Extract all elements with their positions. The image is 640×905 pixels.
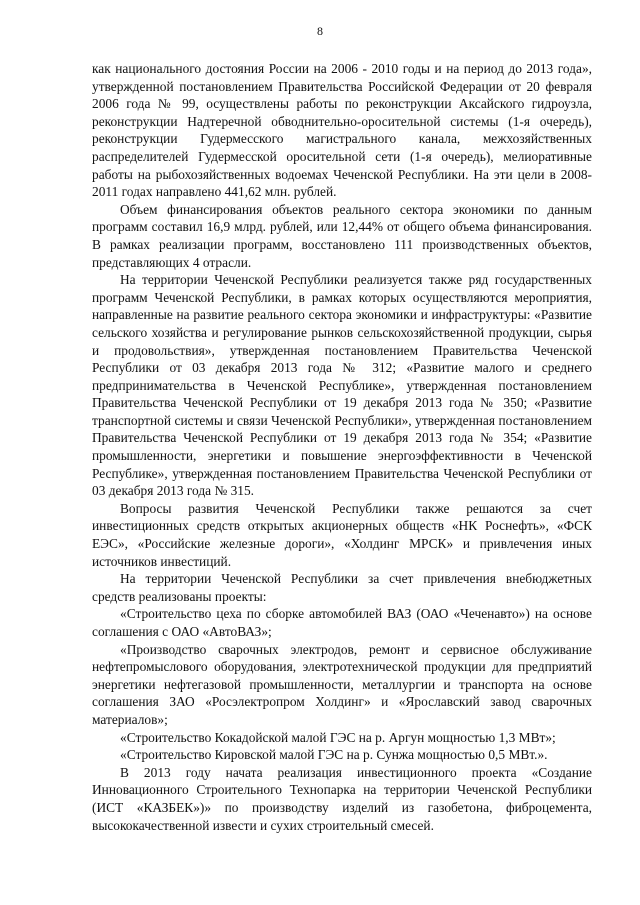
page-number: 8 [317,24,323,38]
list-item-project: «Строительство цеха по сборке автомобилей ВАЗ (ОАО «Чеченавто») на основе соглашения с ОАО «АвтоВАЗ»; [92,606,592,639]
list-item-project: «Производство сварочных электродов, ремонт и сервисное обслуживание нефтепромыслового оборудования, электротехнической продукции для предприятий энергетики нефтегазовой промышленности, металлургии и транспорта на основе соглашения ЗАО «Росэлектропром Холдинг» и «Ярославский завод сварочных материалов»; [92,641,592,727]
paragraph-technopark: В 2013 году начата реализация инвестиционного проекта «Создание Инновационного Строительного Технопарка на территории Чеченской Республики (ИСТ «КАЗБЕК»)» по производству изделий из газобетона, фиброцемента, высококачественной извести и сухих строительный смесей. [92,764,592,833]
document-body [92,60,592,834]
paragraph-financing-volume: Объем финансирования объектов реального сектора экономики по данным программ составил 16,9 млрд. рублей, или 12,44% от общего объема финансирования. В рамках реализации программ, восстановлено 111 производственных объектов, представляющих 4 отрасли. [92,201,592,270]
list-item-project: «Строительство Кокадойской малой ГЭС на р. Аргун мощностью 1,3 МВт»; [120,729,556,745]
paragraph-state-programs: На территории Чеченской Республики реализуется также ряд государственных программ Чеченской Республики, в рамках которых осуществляются мероприятия, направленные на развитие реального сектора экономики и инфраструктуры: «Развитие сельского хозяйства и регулирование рынков сельскохозяйственной продукции, сырья и продовольствия», утвержденная постановлением Правительства Чеченской Республики от 03 декабря 2013 года № 312; «Развитие малого и среднего предпринимательства в Чеченской Республике», утвержденная постановлением Правительства Чеченской Республики от 19 декабря 2013 года № 350; «Развитие транспортной системы и связи Чеченской Республики», утвержденная постановлением Правительства Чеченской Республики от 19 декабря 2013 года № 354; «Развитие промышленности, энергетики и повышение энергоэффективности в Чеченской Республике», утвержденная постановлением Правительства Чеченской Республики от 03 декабря 2013 года № 315. [92,272,592,499]
paragraph-investment-sources: Вопросы развития Чеченской Республики также решаются за счет инвестиционных средств открытых акционерных обществ «НК Роснефть», «ФСК ЕЭС», «Российские железные дороги», «Холдинг МРСК» и привлечения иных источников инвестиций. [92,500,592,569]
paragraph-continuation: как национального достояния России на 2006 - 2010 годы и на период до 2013 года», утвержденной постановлением Правительства Российской Федерации от 20 февраля 2006 года № 99, осуществлены работы по реконструкции Аксайского гидроузла, реконструкции Надтеречной обводнительно-оросительной системы (1-я очередь), реконструкции Гудермесского магистрального канала, межхозяйственных распределителей Гудермесской оросительной сети (1-я очередь), мелиоративные работы на рыбохозяйственных водоемах Чеченской Республики. На эти цели в 2008-2011 годах направлено 441,62 млн. рублей. [92,61,592,200]
list-item-project: «Строительство Кировской малой ГЭС на р. Сунжа мощностью 0,5 МВт.». [120,747,548,763]
paragraph-projects-intro: На территории Чеченской Республики за счет привлечения внебюджетных средств реализованы проекты: [92,571,592,604]
